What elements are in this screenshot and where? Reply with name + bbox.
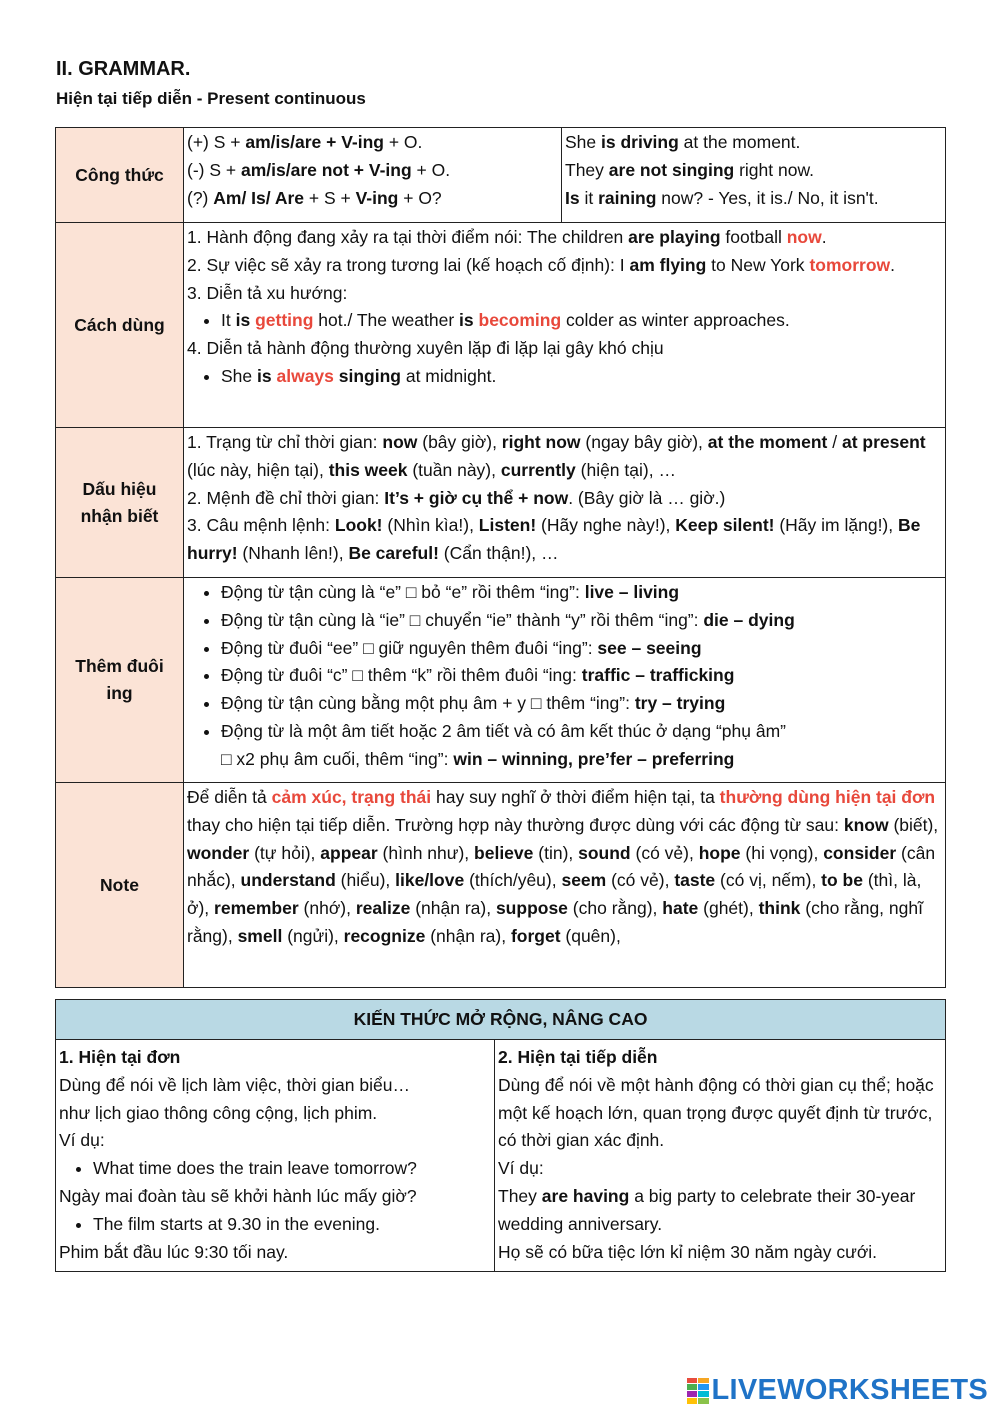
left-example-1-vi: Ngày mai đoàn tàu sẽ khởi hành lúc mấy giờ?: [59, 1185, 417, 1206]
example-positive: She is driving at the moment.: [565, 132, 801, 152]
advanced-left: [56, 1040, 495, 1272]
signs-label: Dấu hiệu nhận biết: [56, 428, 184, 578]
liveworksheets-logo[interactable]: [687, 1374, 989, 1407]
example-negative: They are not singing right now.: [565, 159, 814, 180]
logo-cell: [687, 1378, 698, 1384]
formula-row: [56, 128, 946, 223]
left-desc-2: như lịch giao thông công cộng, lịch phim.: [59, 1102, 378, 1123]
usage-content: [184, 223, 946, 428]
logo-icon: [687, 1378, 709, 1404]
right-desc: Dùng để nói về một hành động có thời gian cụ thể; hoặc một kế hoạch lớn, quan trọng được quyết định từ trước, có thời gian xác định.: [498, 1074, 934, 1151]
sign-3: 3. Câu mệnh lệnh: Look! (Nhìn kìa!), Listen! (Hãy nghe này!), Keep silent! (Hãy im lặng!), Be hurry! (Nhanh lên!), Be careful! (Cẩn thận!), …: [187, 515, 921, 564]
ing-rule: • Động từ là một âm tiết hoặc 2 âm tiết và có âm kết thúc ở dạng “phụ âm” □ x2 phụ âm cuối, thêm “ing”: win – winning, pre’fer – preferring: [221, 718, 942, 774]
left-example-2: • The film starts at 9.30 in the evening.: [93, 1211, 490, 1239]
signs-content: [184, 428, 946, 578]
formula-examples: [562, 128, 946, 223]
logo-cell: [698, 1384, 709, 1390]
signs-row: [56, 428, 946, 578]
structure-positive: (+) S + am/is/are + V-ing + O.: [187, 132, 423, 152]
sign-2: 2. Mệnh đề chỉ thời gian: It’s + giờ cụ thể + now. (Bây giờ là … giờ.): [187, 487, 726, 508]
sign-1: 1. Trạng từ chỉ thời gian: now (bây giờ), right now (ngay bây giờ), at the moment / at present (lúc này, hiện tại), this week (tuần này), currently (hiện tại), …: [187, 432, 926, 480]
usage-3: 3. Diễn tả xu hướng:: [187, 282, 348, 303]
right-title: 2. Hiện tại tiếp diễn: [498, 1047, 658, 1067]
left-title: 1. Hiện tại đơn: [59, 1047, 181, 1067]
logo-text: LIVEWORKSHEETS: [711, 1374, 988, 1406]
section-subtitle: Hiện tại tiếp diễn - Present continuous: [56, 89, 366, 108]
usage-1: 1. Hành động đang xảy ra tại thời điểm nói: The children are playing football now.: [187, 227, 827, 247]
note-row: [56, 783, 946, 988]
advanced-table: [55, 999, 946, 1272]
ing-label: Thêm đuôi ing: [56, 578, 184, 783]
usage-4: 4. Diễn tả hành động thường xuyên lặp đi lặp lại gây khó chịu: [187, 338, 664, 359]
ing-rule: • Động từ đuôi “c” □ thêm “k” rồi thêm đuôi “ing: traffic – trafficking: [221, 662, 942, 690]
note-label: Note: [56, 783, 184, 988]
ing-content: [184, 578, 946, 783]
usage-3-example: • It is getting hot./ The weather is becoming colder as winter approaches.: [221, 307, 942, 335]
advanced-right: [495, 1040, 946, 1272]
right-example-label: Ví dụ:: [498, 1158, 544, 1179]
logo-cell: [687, 1391, 698, 1397]
left-example-2-vi: Phim bắt đầu lúc 9:30 tối nay.: [59, 1241, 289, 1262]
logo-cell: [698, 1398, 709, 1404]
grammar-table: [55, 127, 946, 988]
note-text: Để diễn tả cảm xúc, trạng thái hay suy nghĩ ở thời điểm hiện tại, ta thường dùng hiện tại đơn thay cho hiện tại tiếp diễn. Trường hợp này thường được dùng với các động từ sau: know (biết), wonder (tự hỏi), appear (hình như), believe (tin), sound (có vẻ), hope (hi vọng), consider (cân nhắc), understand (hiểu), like/love (thích/yêu), seem (có vẻ), taste (có vị, nếm), to be (thì, là, ở), remember (nhớ), realize (nhận ra), suppose (cho rằng), hate (ghét), think (cho rằng, nghĩ rằng), smell (ngửi), recognize (nhận ra), forget (quên),: [187, 787, 939, 946]
logo-cell: [698, 1378, 709, 1384]
logo-cell: [687, 1398, 698, 1404]
usage-row: [56, 223, 946, 428]
example-question: Is it raining now? - Yes, it is./ No, it isn't.: [565, 187, 879, 208]
ing-rule: • Động từ tận cùng bằng một phụ âm + y □ thêm “ing”: try – trying: [221, 690, 942, 718]
logo-cell: [698, 1391, 709, 1397]
formula-label: Công thức: [56, 128, 184, 223]
left-example-1: • What time does the train leave tomorrow?: [93, 1155, 490, 1183]
section-title: II. GRAMMAR.: [56, 58, 191, 80]
advanced-heading: KIẾN THỨC MỞ RỘNG, NÂNG CAO: [56, 1000, 946, 1040]
logo-cell: [687, 1384, 698, 1390]
ing-rule: • Động từ tận cùng là “e” □ bỏ “e” rồi thêm “ing”: live – living: [221, 579, 942, 607]
left-example-label: Ví dụ:: [59, 1130, 105, 1151]
usage-4-example: • She is always singing at midnight.: [221, 363, 942, 391]
usage-label: Cách dùng: [56, 223, 184, 428]
formula-structures: [184, 128, 562, 223]
right-example: They are having a big party to celebrate their 30-year wedding anniversary.: [498, 1185, 916, 1234]
usage-2: 2. Sự việc sẽ xảy ra trong tương lai (kế hoạch cố định): I am flying to New York tomorrow.: [187, 254, 896, 275]
ing-row: [56, 578, 946, 783]
left-desc-1: Dùng để nói về lịch làm việc, thời gian biểu…: [59, 1074, 410, 1095]
ing-rule: • Động từ tận cùng là “ie” □ chuyển “ie” thành “y” rồi thêm “ing”: die – dying: [221, 607, 942, 635]
note-content: [184, 783, 946, 988]
structure-negative: (-) S + am/is/are not + V-ing + O.: [187, 159, 451, 180]
right-example-vi: Họ sẽ có bữa tiệc lớn kỉ niệm 30 năm ngày cưới.: [498, 1241, 878, 1262]
structure-question: (?) Am/ Is/ Are + S + V-ing + O?: [187, 187, 442, 208]
ing-rule: • Động từ đuôi “ee” □ giữ nguyên thêm đuôi “ing”: see – seeing: [221, 635, 942, 663]
